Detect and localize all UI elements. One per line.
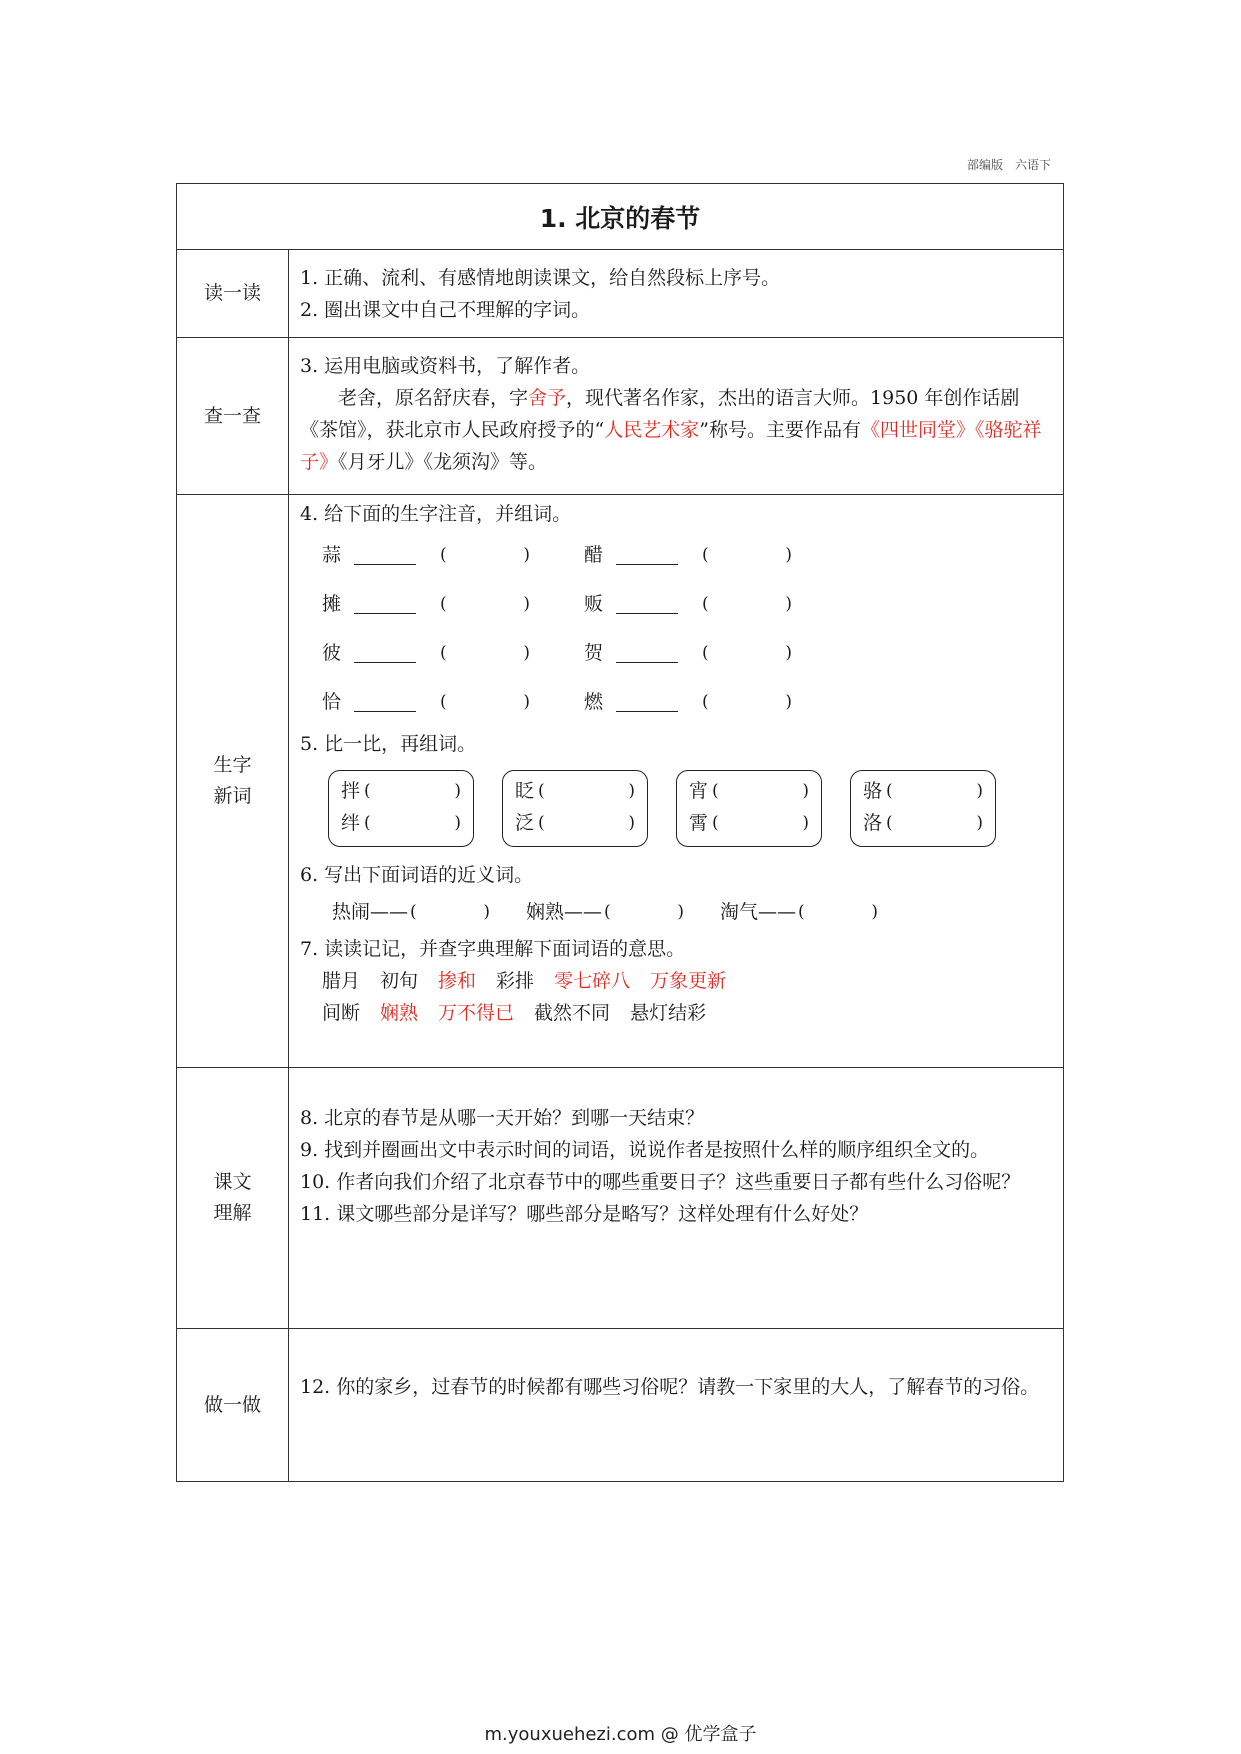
understand-line-11: 11. 课文哪些部分是详写？哪些部分是略写？这样处理有什么好处？ [300, 1203, 869, 1225]
synonym-item [332, 896, 490, 928]
vocab-word: 悬灯结彩 [630, 1002, 707, 1024]
char: 蒜 [322, 543, 342, 566]
vocab-word: 掺和 [438, 970, 477, 992]
pinyin-item [584, 677, 846, 726]
understand-line-9: 9. 找到并圈画出文中表示时间的词语，说说作者是按照什么样的顺序组织全文的。 [300, 1139, 990, 1161]
char: 恰 [322, 690, 342, 713]
words-line-1 [322, 965, 1053, 997]
row-check [177, 338, 1063, 495]
char: 贩 [584, 592, 604, 615]
label-vocab-line-2: 新词 [213, 785, 252, 807]
char: 燃 [584, 690, 604, 713]
vocab-word: 娴熟 [380, 1002, 419, 1024]
label-understand-line-1: 课文 [213, 1171, 252, 1193]
content-vocab [289, 495, 1063, 1067]
synonym-item [526, 896, 684, 928]
pinyin-item [584, 628, 846, 677]
word-paren[interactable]: ( ) [440, 593, 530, 614]
pinyin-blank[interactable] [616, 544, 678, 565]
word-paren[interactable]: ( ) [440, 642, 530, 663]
pinyin-blank[interactable] [616, 593, 678, 614]
word-paren[interactable]: ( ) [702, 642, 792, 663]
label-vocab-line-1: 生字 [213, 754, 252, 776]
word-paren[interactable]: ( ) [364, 813, 461, 833]
content-read [289, 250, 1063, 337]
label-do: 做一做 [177, 1329, 289, 1481]
word-paren[interactable]: ( ) [702, 691, 792, 712]
label-understand-line-2: 理解 [213, 1202, 252, 1224]
compare-boxes [328, 770, 1053, 847]
author-major-works: 《四世同堂》《骆驼祥子》 [300, 419, 1042, 473]
footer-watermark: m.youxuehezi.com @ 优学盒子 [484, 1724, 757, 1745]
vocab-word: 间断 [322, 1002, 361, 1024]
synonym-row [332, 891, 1053, 933]
content-understand [289, 1068, 1063, 1328]
pinyin-blank[interactable] [616, 691, 678, 712]
synonym-word: 淘气—— [720, 901, 797, 923]
label-check: 查一查 [177, 338, 289, 494]
vocab-word: 彩排 [496, 970, 535, 992]
read-line-1: 1. 正确、流利、有感情地朗读课文，给自然段标上序号。 [300, 267, 781, 289]
compare-box [502, 770, 648, 847]
vocab-word: 腊月 [322, 970, 361, 992]
pinyin-item [584, 530, 846, 579]
vocab-word: 零七碎八 [554, 970, 631, 992]
synonym-paren[interactable]: ( ) [604, 902, 685, 922]
pinyin-blank[interactable] [354, 642, 416, 663]
compare-char: 泛 [515, 812, 535, 834]
q7-text: 7. 读读记记，并查字典理解下面词语的意思。 [300, 938, 686, 960]
synonym-paren[interactable]: ( ) [410, 902, 491, 922]
compare-box [328, 770, 474, 847]
synonym-paren[interactable]: ( ) [798, 902, 879, 922]
label-read: 读一读 [177, 250, 289, 337]
compare-char: 洛 [863, 812, 883, 834]
synonym-item [720, 896, 878, 928]
compare-char: 霄 [689, 812, 709, 834]
author-text-3: ”称号。主要作品有 [699, 419, 861, 441]
char: 彼 [322, 641, 342, 664]
compare-char: 眨 [515, 780, 535, 802]
char: 贺 [584, 641, 604, 664]
q6-text: 6. 写出下面词语的近义词。 [300, 864, 534, 886]
vocab-word: 截然不同 [534, 1002, 611, 1024]
vocab-word: 万不得已 [438, 1002, 515, 1024]
understand-line-8: 8. 北京的春节是从哪一天开始？到哪一天结束？ [300, 1107, 705, 1129]
word-paren[interactable]: ( ) [538, 781, 635, 801]
word-paren[interactable]: ( ) [886, 813, 983, 833]
vocab-word: 初旬 [380, 970, 419, 992]
word-paren[interactable]: ( ) [440, 544, 530, 565]
author-paragraph [300, 382, 1053, 478]
word-paren[interactable]: ( ) [364, 781, 461, 801]
word-paren[interactable]: ( ) [440, 691, 530, 712]
word-paren[interactable]: ( ) [886, 781, 983, 801]
vocab-word: 万象更新 [650, 970, 727, 992]
word-paren[interactable]: ( ) [702, 544, 792, 565]
pinyin-blank[interactable] [354, 691, 416, 712]
word-paren[interactable]: ( ) [538, 813, 635, 833]
compare-char: 拌 [341, 780, 361, 802]
label-vocab [177, 495, 289, 1067]
pinyin-item [584, 579, 846, 628]
compare-char: 绊 [341, 812, 361, 834]
words-line-2 [322, 997, 1053, 1029]
lesson-title: 1. 北京的春节 [177, 184, 1063, 250]
compare-char: 骆 [863, 780, 883, 802]
pinyin-item [322, 530, 584, 579]
content-do [289, 1329, 1063, 1481]
grade-label: 六语下 [1014, 158, 1051, 172]
author-courtesy-name: 舍予 [528, 387, 567, 409]
pinyin-item [322, 677, 584, 726]
author-text-4: 《月牙儿》《龙须沟》等。 [338, 451, 548, 473]
pinyin-item [322, 628, 584, 677]
understand-line-10: 10. 作者向我们介绍了北京春节中的哪些重要日子？这些重要日子都有些什么习俗呢？ [300, 1171, 1021, 1193]
words-block [322, 965, 1053, 1029]
author-text-1: 老舍，原名舒庆春，字 [338, 387, 529, 409]
compare-box [850, 770, 996, 847]
pinyin-blank[interactable] [354, 544, 416, 565]
pinyin-item [322, 579, 584, 628]
pinyin-grid [322, 530, 1053, 726]
word-paren[interactable]: ( ) [712, 781, 809, 801]
word-paren[interactable]: ( ) [702, 593, 792, 614]
row-do [177, 1329, 1063, 1481]
char: 醋 [584, 543, 604, 566]
synonym-word: 热闹—— [332, 901, 409, 923]
author-text-2: ，现代著名作家，杰出的语言大师。1950 年创作话剧《茶馆》，获北京市人民政府授予的“ [300, 387, 1020, 441]
row-read [177, 250, 1063, 338]
row-vocab [177, 495, 1063, 1068]
row-understand [177, 1068, 1063, 1329]
author-honor-title: 人民艺术家 [604, 419, 700, 441]
pinyin-blank[interactable] [616, 642, 678, 663]
edition-label: 部编版 [966, 158, 1003, 172]
read-line-2: 2. 圈出课文中自己不理解的字词。 [300, 299, 591, 321]
label-understand [177, 1068, 289, 1328]
compare-box [676, 770, 822, 847]
content-check [289, 338, 1063, 494]
char: 摊 [322, 592, 342, 615]
q4-text: 4. 给下面的生字注音，并组词。 [300, 503, 572, 525]
pinyin-blank[interactable] [354, 593, 416, 614]
q5-text: 5. 比一比，再组词。 [300, 733, 477, 755]
word-paren[interactable]: ( ) [712, 813, 809, 833]
worksheet-table [176, 183, 1064, 1482]
check-question: 3. 运用电脑或资料书，了解作者。 [300, 355, 591, 377]
compare-char: 宵 [689, 780, 709, 802]
page-header [967, 156, 1051, 173]
do-text: 12. 你的家乡，过春节的时候都有哪些习俗呢？请教一下家里的大人，了解春节的习俗。 [300, 1376, 1040, 1398]
synonym-word: 娴熟—— [526, 901, 603, 923]
